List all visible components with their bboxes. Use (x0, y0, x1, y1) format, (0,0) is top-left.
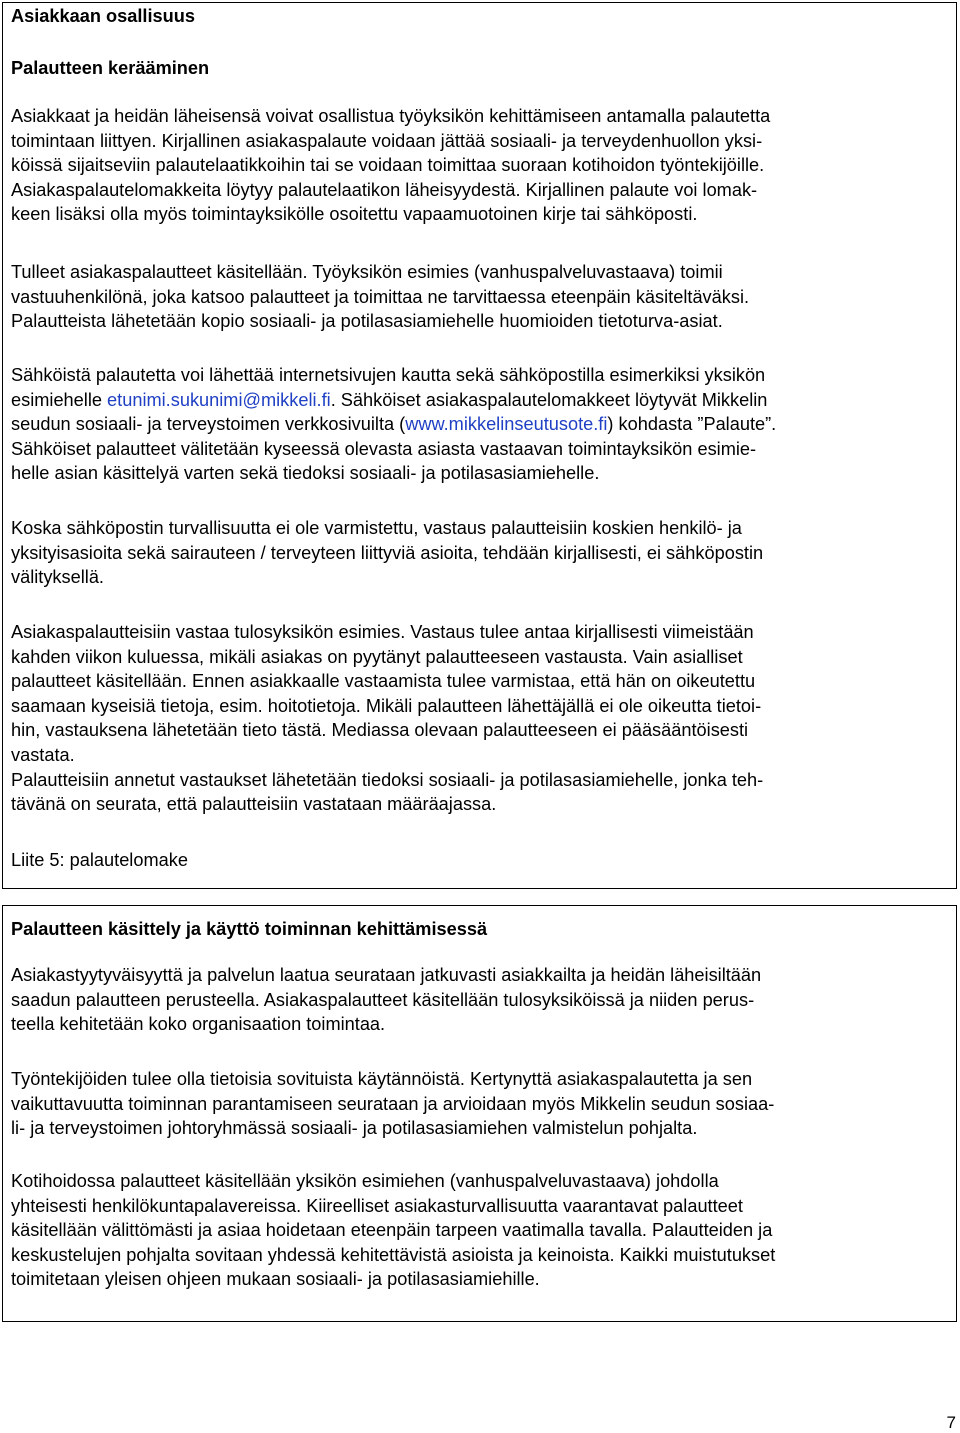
text-line (11, 412, 948, 437)
text-line: saadun palautteen perusteella. Asiakaspalautteet käsitellään tulosyksiköissä ja niiden perus- (11, 989, 755, 1010)
paragraph (11, 260, 948, 334)
paragraph (11, 516, 948, 590)
text-line: vastata. (11, 744, 75, 765)
website-link[interactable]: www.mikkelinseutusote.fi (405, 414, 608, 435)
text-span: esimiehelle (11, 389, 108, 410)
text-line: Sähköistä palautetta voi lähettää internetsivujen kautta sekä sähköpostilla esimerkiksi yksikön (11, 365, 766, 385)
paragraph (11, 1067, 948, 1141)
page-number: 7 (946, 1413, 956, 1432)
text-line: helle asian käsittelyä varten sekä tiedoksi sosiaali- ja potilasasiamiehelle. (11, 463, 600, 484)
text-line: tävänä on seurata, että palautteisiin vastataan määräajassa. (11, 794, 497, 815)
text-span: ) kohdasta ”Palaute”. (607, 414, 777, 435)
text-line: keen lisäksi olla myös toimintayksikölle osoitettu vapaamuotoinen kirje tai sähköposti. (11, 204, 698, 225)
text-span: seudun sosiaali- ja terveystoimen verkkosivuilta ( (11, 414, 406, 435)
text-line: palautteet käsitellään. Ennen asiakkaalle vastaamista tulee varmistaa, että hän on oikeutettu (11, 671, 756, 692)
paragraph (11, 104, 948, 227)
text-line: Sähköiset palautteet välitetään kyseessä olevasta asiasta vastaavan toimintayksikön esimie- (11, 438, 757, 459)
text-line: teella kehitetään koko organisaation toimintaa. (11, 1014, 386, 1035)
text-line: li- ja terveystoimen johtoryhmässä sosiaali- ja potilasasiamiehen valmistelun pohjalta. (11, 1118, 698, 1139)
appendix-reference: Liite 5: palautelomake (11, 850, 188, 870)
text-line: Työntekijöiden tulee olla tietoisia sovituista käytännöistä. Kertynyttä asiakaspalautetta ja sen (11, 1069, 753, 1089)
text-line (11, 388, 948, 413)
text-line: kahden viikon kuluessa, mikäli asiakas on pyytänyt palautteeseen vastausta. Vain asialliset (11, 646, 743, 667)
text-line: hin, vastauksena lähetetään tieto tästä. Mediassa olevaan palautteeseen ei pääsääntöisesti (11, 720, 749, 741)
text-line: yhteisesti henkilökuntapalavereissa. Kiireelliset asiakasturvallisuutta vaarantavat palautteet (11, 1195, 743, 1216)
paragraph (11, 963, 948, 1037)
paragraph (11, 620, 948, 817)
text-line: Asiakastyytyväisyyttä ja palvelun laatua seurataan jatkuvasti asiakkailta ja heidän läheisiltään (11, 965, 762, 985)
text-line: vastuuhenkilönä, joka katsoo palautteet ja toimittaa ne tarvittaessa eteenpäin käsiteltäväksi. (11, 286, 750, 307)
paragraph (11, 363, 948, 486)
paragraph (11, 1169, 948, 1292)
text-line: Palautteisiin annetut vastaukset lähetetään tiedoksi sosiaali- ja potilasasiamiehelle, jonka teh- (11, 769, 764, 790)
text-line: Asiakaspalautteisiin vastaa tulosyksikön esimies. Vastaus tulee antaa kirjallisesti viimeistään (11, 622, 754, 642)
text-line: saamaan kyseisiä tietoja, esim. hoitotietoja. Mikäli palautteen lähettäjällä ei ole oikeutta tietoi- (11, 695, 762, 716)
text-line: Koska sähköpostin turvallisuutta ei ole varmistettu, vastaus palautteisiin koskien henkilö- ja (11, 518, 742, 538)
text-line: keskustelujen pohjalta sovitaan yhdessä kehitettävistä asioista ja keinoista. Kaikki muistutukset (11, 1244, 776, 1265)
text-line: toimitetaan yleisen ohjeen mukaan sosiaali- ja potilasasiamiehille. (11, 1269, 540, 1290)
section-heading: Asiakkaan osallisuus (11, 6, 195, 26)
text-line: Asiakkaat ja heidän läheisensä voivat osallistua työyksikön kehittämiseen antamalla palautetta (11, 106, 771, 126)
text-line: välityksellä. (11, 567, 104, 588)
text-line: Palautteista lähetetään kopio sosiaali- ja potilasasiamiehelle huomioiden tietoturva-asiat. (11, 311, 723, 332)
subheading: Palautteen kerääminen (11, 58, 210, 78)
text-line: yksityisasioita sekä sairauteen / terveyteen liittyviä asioita, tehdään kirjallisesti, ei sähköpostin (11, 542, 764, 563)
text-line: Tulleet asiakaspalautteet käsitellään. Työyksikön esimies (vanhuspalveluvastaava) toimii (11, 262, 723, 282)
text-span: . Sähköiset asiakaspalautelomakkeet löytyvät Mikkelin (330, 389, 768, 410)
text-line: vaikuttavuutta toiminnan parantamiseen seurataan ja arvioidaan myös Mikkelin seudun sosiaa- (11, 1093, 775, 1114)
text-line: Kotihoidossa palautteet käsitellään yksikön esimiehen (vanhuspalveluvastaava) johdolla (11, 1171, 719, 1191)
text-line: köissä sijaitseviin palautelaatikkoihin tai se voidaan toimittaa suoraan kotihoidon työntekijöille. (11, 155, 765, 176)
text-line: toimintaan liittyen. Kirjallinen asiakaspalaute voidaan jättää sosiaali- ja terveydenhuollon yksi- (11, 130, 763, 151)
text-line: Asiakaspalautelomakkeita löytyy palautelaatikon läheisyydestä. Kirjallinen palaute voi lomak- (11, 179, 758, 200)
section-heading: Palautteen käsittely ja käyttö toiminnan kehittämisessä (11, 919, 488, 939)
email-link[interactable]: etunimi.sukunimi@mikkeli.fi (107, 389, 331, 410)
text-line: käsitellään välittömästi ja asiaa hoidetaan eteenpäin tarpeen vaatimalla tavalla. Palautteiden ja (11, 1220, 773, 1241)
